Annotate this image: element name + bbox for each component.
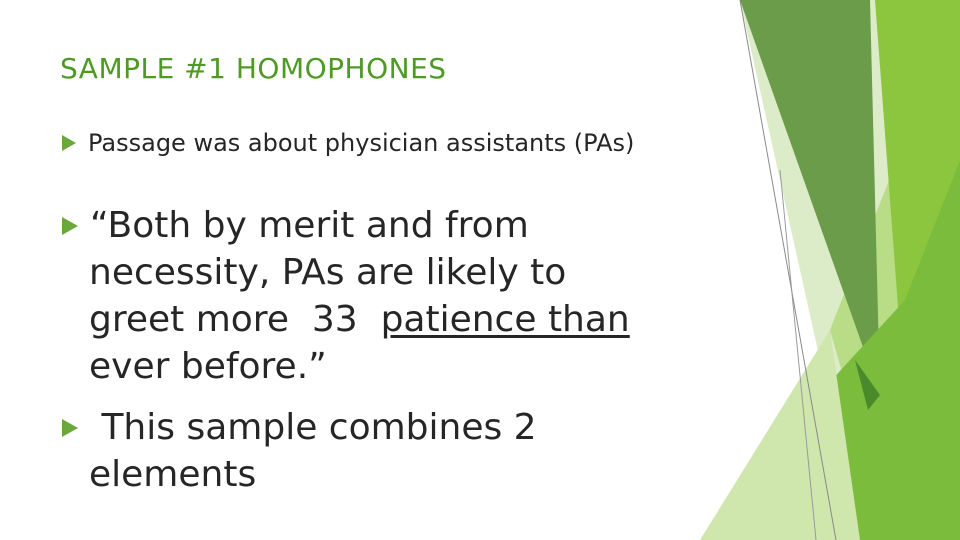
bullet-passage-text: Passage was about physician assistants (PAs) (88, 129, 635, 157)
bullet-arrow-icon (62, 217, 78, 235)
quote-line-3 (62, 296, 702, 343)
quote-line-2: necessity, PAs are likely to (89, 252, 567, 293)
bullet-3-line-2: elements (89, 454, 257, 495)
bullet-3-line-1: This sample combines 2 (90, 407, 537, 448)
bullet-quote (62, 202, 702, 390)
underlined-phrase: patience than (380, 299, 630, 340)
bullet-passage (62, 125, 682, 161)
quote-line-3-start: greet more 33 (89, 299, 381, 340)
bullet-sample-combines (62, 404, 702, 498)
bullet-arrow-icon (62, 135, 76, 151)
quote-line-1: “Both by merit and from (90, 205, 529, 246)
shape-dark-olive (740, 0, 880, 395)
quote-line-4: ever before.” (89, 346, 327, 387)
bullet-arrow-icon (62, 419, 78, 437)
slide-title: SAMPLE #1 HOMOPHONES (60, 52, 447, 85)
